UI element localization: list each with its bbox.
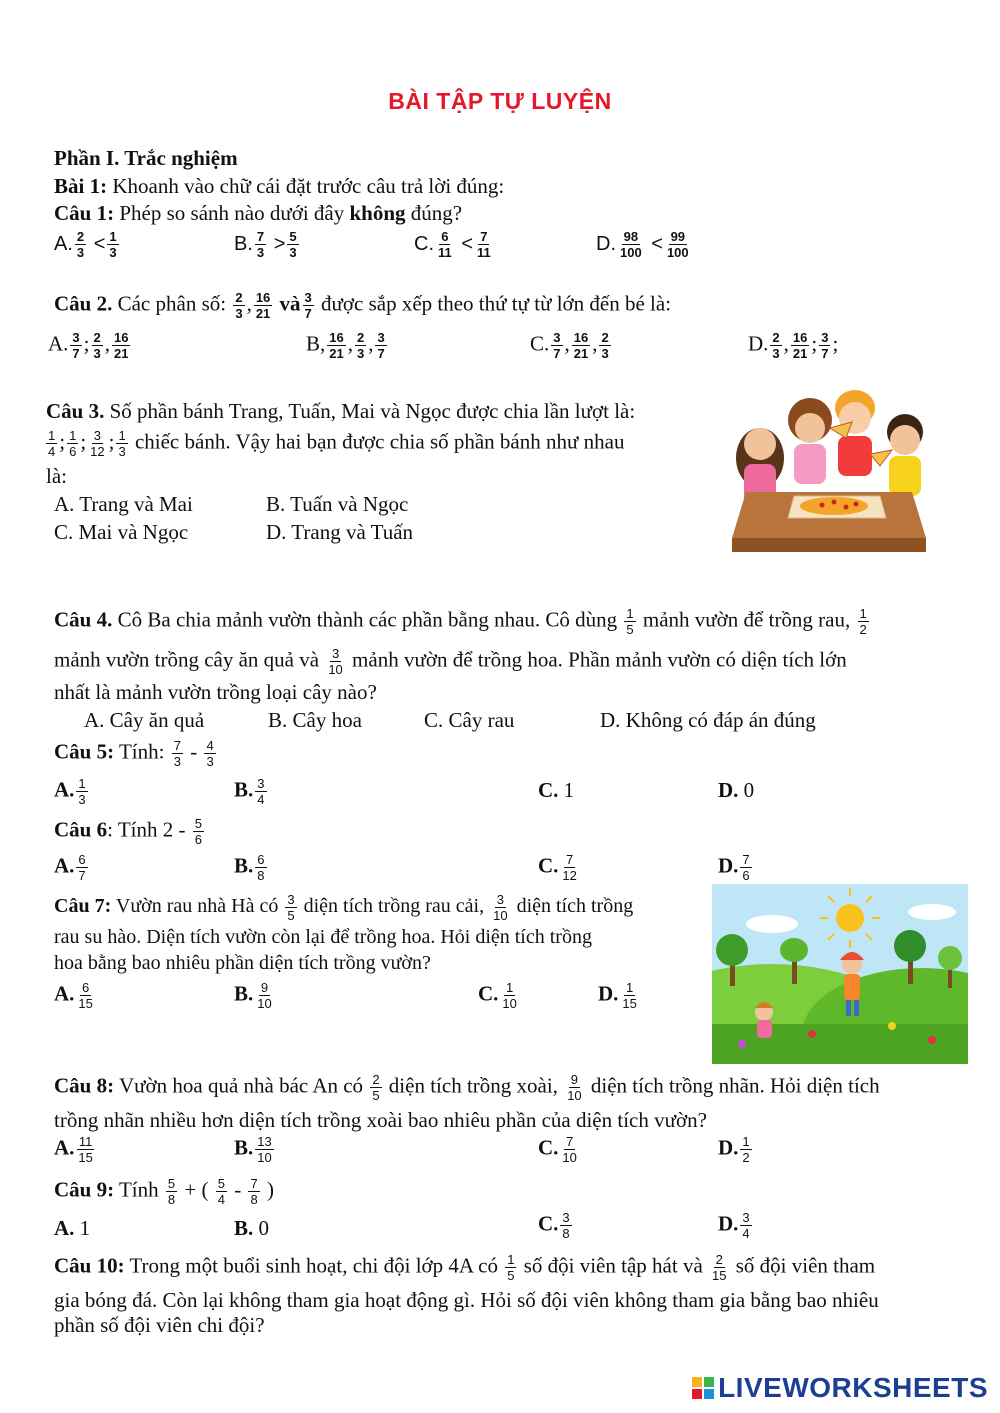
q2-option-d[interactable]: D. $\frac{2}{3}$ , $\frac{16}{21}$ ; $\frac{3}{7}$ ; xyxy=(748,330,839,361)
q7-line3: hoa bằng bao nhiêu phần diện tích trồng vườn? xyxy=(54,952,431,974)
q10-line3: phần số đội viên chi đội? xyxy=(54,1313,265,1337)
q4-option-b[interactable]: B. Cây hoa xyxy=(268,708,362,732)
q1-option-d[interactable]: D. $\frac{98}{100}$ < $\frac{99}{100}$ xyxy=(596,229,689,260)
q8-option-d[interactable]: D. $\frac{1}{2}$ xyxy=(718,1134,750,1165)
brand-name: LIVEWORKSHEETS xyxy=(718,1372,988,1403)
q9-option-a[interactable]: A. 1 xyxy=(54,1216,91,1240)
question-7: Câu 7: Vườn rau nhà Hà có $\frac{3}{5}$ diện tích trồng rau cải, $\frac{3}{10}$ diện tích trồng xyxy=(54,892,634,923)
exercise-1-instruction: Bài 1: Khoanh vào chữ cái đặt trước câu trả lời đúng: xyxy=(54,174,505,198)
q1-option-c[interactable]: C. $\frac{6}{11}$ < $\frac{7}{11}$ xyxy=(414,229,491,260)
q4-option-d[interactable]: D. Không có đáp án đúng xyxy=(600,708,816,732)
q3-option-b[interactable]: B. Tuấn và Ngọc xyxy=(266,492,409,516)
q6-option-c[interactable]: C. $\frac{7}{12}$ xyxy=(538,852,577,883)
q9-option-b[interactable]: B. 0 xyxy=(234,1216,270,1240)
question-9: Câu 9: Tính $\frac{5}{8}$ + ( $\frac{5}{4}$ - $\frac{7}{8}$ ) xyxy=(54,1176,274,1207)
question-5: Câu 5: Tính: $\frac{7}{3}$ - $\frac{4}{3}$ xyxy=(54,738,214,769)
q1-option-b[interactable]: B. $\frac{7}{3}$ > $\frac{5}{3}$ xyxy=(234,229,297,260)
q7-option-d[interactable]: D. $\frac{1}{15}$ xyxy=(598,980,637,1011)
liveworksheets-logo xyxy=(692,1372,988,1404)
question-10: Câu 10: Trong một buổi sinh hoạt, chi đội lớp 4A có $\frac{1}{5}$ số đội viên tập hát và $\frac{2}{15}$ số đội viên tham xyxy=(54,1252,876,1283)
q8-option-a[interactable]: A. $\frac{11}{15}$ xyxy=(54,1134,93,1165)
q5-option-c[interactable]: C. 1 xyxy=(538,778,575,802)
q2-option-a[interactable]: A. $\frac{3}{7}$ ; $\frac{2}{3}$ , $\frac{16}{21}$ xyxy=(48,330,129,361)
q2-option-b[interactable]: B, $\frac{16}{21}$ , $\frac{2}{3}$ , $\frac{3}{7}$ xyxy=(306,330,385,361)
q9-option-d[interactable]: D. $\frac{3}{4}$ xyxy=(718,1210,750,1241)
question-1: Câu 1: Phép so sánh nào dưới đây không đúng? xyxy=(54,201,463,225)
q1-option-a[interactable]: A. $\frac{2}{3}$ < $\frac{1}{3}$ xyxy=(54,229,117,260)
q7-option-a[interactable]: A. $\frac{6}{15}$ xyxy=(54,980,93,1011)
logo-mark-icon xyxy=(692,1377,714,1399)
q6-option-d[interactable]: D. $\frac{7}{6}$ xyxy=(718,852,750,883)
q3-option-d[interactable]: D. Trang và Tuấn xyxy=(266,520,414,544)
q4-line3: nhất là mảnh vườn trồng loại cây nào? xyxy=(54,680,377,704)
q5-option-d[interactable]: D. 0 xyxy=(718,778,755,802)
q5-option-a[interactable]: A. $\frac{1}{3}$ xyxy=(54,776,86,807)
question-4: Câu 4. Cô Ba chia mảnh vườn thành các phần bằng nhau. Cô dùng $\frac{1}{5}$ mảnh vườn để trồng rau, $\frac{1}{2}$ xyxy=(54,606,867,637)
q4-line2: mảnh vườn trồng cây ăn quả và $\frac{3}{10}$ mảnh vườn để trồng hoa. Phần mảnh vườn có diện tích lớn xyxy=(54,646,847,677)
garden-illustration xyxy=(712,884,968,1064)
q7-option-b[interactable]: B. $\frac{9}{10}$ xyxy=(234,980,272,1011)
q8-line2: trồng nhãn nhiều hơn diện tích trồng xoài bao nhiêu phần của diện tích vườn? xyxy=(54,1108,707,1132)
kids-pizza-illustration xyxy=(730,388,928,554)
q10-line2: gia bóng đá. Còn lại không tham gia hoạt động gì. Hỏi số đội viên không tham gia bằng bao nhiêu xyxy=(54,1288,879,1312)
question-2: Câu 2. Các phân số: $\frac{2}{3}$ , $\frac{16}{21}$ và $\frac{3}{7}$ được sắp xếp theo thứ tự từ lớn đến bé là: xyxy=(54,290,672,321)
q4-option-a[interactable]: A. Cây ăn quả xyxy=(84,708,205,732)
section-heading: Phần I. Trắc nghiệm xyxy=(54,146,238,170)
q3-option-c[interactable]: C. Mai và Ngọc xyxy=(54,520,189,544)
q7-line2: rau su hào. Diện tích vườn còn lại để trồng hoa. Hỏi diện tích trồng xyxy=(54,926,592,948)
q5-option-b[interactable]: B. $\frac{3}{4}$ xyxy=(234,776,265,807)
q3-option-a[interactable]: A. Trang và Mai xyxy=(54,492,193,516)
q9-option-c[interactable]: C. $\frac{3}{8}$ xyxy=(538,1210,570,1241)
q3-fractions-line: $\frac{1}{4}$ ; $\frac{1}{6}$ ; $\frac{3}{12}$ ; $\frac{1}{3}$ chiếc bánh. Vậy hai bạn được chia số phần bánh như nhau xyxy=(48,428,625,459)
q8-option-c[interactable]: C. $\frac{7}{10}$ xyxy=(538,1134,577,1165)
q8-option-b[interactable]: B. $\frac{13}{10}$ xyxy=(234,1134,272,1165)
q7-option-c[interactable]: C. $\frac{1}{10}$ xyxy=(478,980,517,1011)
question-8: Câu 8: Vườn hoa quả nhà bác An có $\frac{2}{5}$ diện tích trồng xoài, $\frac{9}{10}$ diện tích trồng nhãn. Hỏi diện tích xyxy=(54,1072,880,1103)
q6-option-a[interactable]: A. $\frac{6}{7}$ xyxy=(54,852,86,883)
question-3: Câu 3. Số phần bánh Trang, Tuấn, Mai và Ngọc được chia lần lượt là: xyxy=(46,399,636,423)
q2-option-c[interactable]: C. $\frac{3}{7}$ , $\frac{16}{21}$ , $\frac{2}{3}$ xyxy=(530,330,609,361)
q6-option-b[interactable]: B. $\frac{6}{8}$ xyxy=(234,852,265,883)
page-title: BÀI TẬP TỰ LUYỆN xyxy=(388,88,612,114)
q3-line3: là: xyxy=(46,464,67,488)
question-6: Câu 6: Tính 2 - $\frac{5}{6}$ xyxy=(54,816,202,847)
q4-option-c[interactable]: C. Cây rau xyxy=(424,708,515,732)
